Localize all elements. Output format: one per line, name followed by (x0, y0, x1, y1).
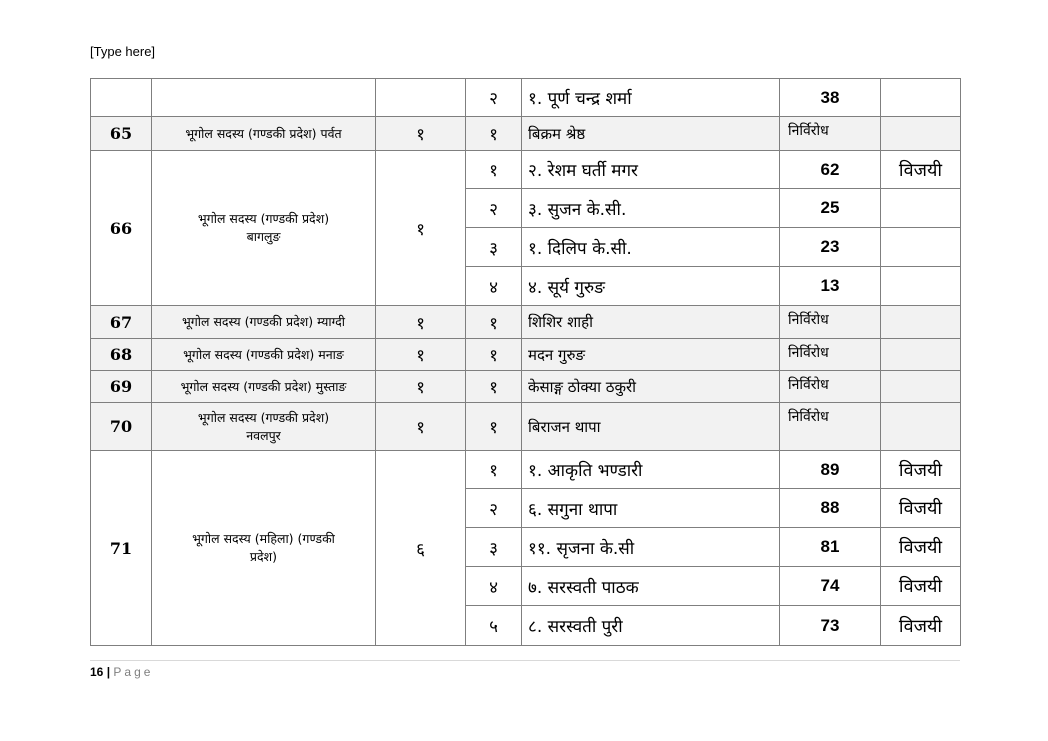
candidate-name: २. रेशम घर्ती मगर (522, 151, 780, 189)
rank-cell: १ (466, 371, 522, 403)
footer-separator: | (106, 665, 111, 679)
winner-label: विजयी (881, 489, 961, 528)
status-cell (881, 79, 961, 117)
page-footer (90, 665, 153, 679)
unopposed-label: निर्विरोध (780, 371, 881, 403)
table-row (91, 151, 961, 189)
election-results-table (90, 78, 961, 646)
winner-label: विजयी (881, 451, 961, 489)
seat-count: १ (376, 151, 466, 306)
candidate-name: शिशिर शाही (522, 306, 780, 339)
vote-count: 62 (780, 151, 881, 189)
rank-cell: ३ (466, 228, 522, 267)
serial-number: 69 (91, 371, 152, 403)
seat-count: १ (376, 306, 466, 339)
vote-count: 13 (780, 267, 881, 306)
candidate-name: १. दिलिप के.सी. (522, 228, 780, 267)
page-label: Page (113, 665, 154, 679)
rank-cell: १ (466, 306, 522, 339)
status-cell (881, 228, 961, 267)
cell-empty (91, 79, 152, 117)
candidate-name: केसाङ्ग ठोक्या ठकुरी (522, 371, 780, 403)
constituency-line-2: बागलुङ (246, 229, 281, 244)
cell-empty (376, 79, 466, 117)
serial-number: 66 (91, 151, 152, 306)
unopposed-label: निर्विरोध (780, 403, 881, 451)
vote-count: 73 (780, 606, 881, 646)
table-row (91, 79, 961, 117)
candidate-name: ३. सुजन के.सी. (522, 189, 780, 228)
candidate-name: १. पूर्ण चन्द्र शर्मा (522, 79, 780, 117)
seat-count: १ (376, 117, 466, 151)
candidate-name: ४. सूर्य गुरुङ (522, 267, 780, 306)
rank-cell: १ (466, 451, 522, 489)
vote-count: 74 (780, 567, 881, 606)
rank-cell: ५ (466, 606, 522, 646)
rank-cell: २ (466, 189, 522, 228)
constituency-name: भूगोल सदस्य (गण्डकी प्रदेश) पर्वत (152, 117, 376, 151)
constituency-name (152, 403, 376, 451)
candidate-name: ७. सरस्वती पाठक (522, 567, 780, 606)
constituency-name (152, 151, 376, 306)
status-cell (881, 267, 961, 306)
table-row (91, 403, 961, 451)
candidate-name: मदन गुरुङ (522, 339, 780, 371)
winner-label: विजयी (881, 528, 961, 567)
rank-cell: २ (466, 79, 522, 117)
constituency-name: भूगोल सदस्य (गण्डकी प्रदेश) म्याग्दी (152, 306, 376, 339)
unopposed-label: निर्विरोध (780, 306, 881, 339)
winner-label: विजयी (881, 567, 961, 606)
rank-cell: १ (466, 403, 522, 451)
status-cell (881, 403, 961, 451)
rank-cell: १ (466, 151, 522, 189)
status-cell (881, 371, 961, 403)
constituency-line-2: प्रदेश) (249, 549, 278, 564)
constituency-line-1: भूगोल सदस्य (महिला) (गण्डकी (192, 531, 335, 546)
winner-label: विजयी (881, 151, 961, 189)
cell-empty (152, 79, 376, 117)
status-cell (881, 189, 961, 228)
constituency-name: भूगोल सदस्य (गण्डकी प्रदेश) मनाङ (152, 339, 376, 371)
serial-number: 68 (91, 339, 152, 371)
candidate-name: बिराजन थापा (522, 403, 780, 451)
table-row (91, 371, 961, 403)
serial-number: 71 (91, 451, 152, 646)
rank-cell: २ (466, 489, 522, 528)
vote-count: 23 (780, 228, 881, 267)
rank-cell: ४ (466, 567, 522, 606)
status-cell (881, 339, 961, 371)
table-row (91, 306, 961, 339)
status-cell (881, 117, 961, 151)
candidate-name: ८. सरस्वती पुरी (522, 606, 780, 646)
footer-divider (90, 660, 960, 661)
status-cell (881, 306, 961, 339)
table-row (91, 117, 961, 151)
constituency-line-1: भूगोल सदस्य (गण्डकी प्रदेश) (197, 211, 330, 226)
rank-cell: ४ (466, 267, 522, 306)
seat-count: ६ (376, 451, 466, 646)
vote-count: 38 (780, 79, 881, 117)
candidate-name: १. आकृति भण्डारी (522, 451, 780, 489)
serial-number: 65 (91, 117, 152, 151)
table-row (91, 339, 961, 371)
unopposed-label: निर्विरोध (780, 117, 881, 151)
candidate-name: ११. सृजना के.सी (522, 528, 780, 567)
candidate-name: ६. सगुना थापा (522, 489, 780, 528)
page-number: 16 (90, 665, 104, 679)
constituency-name (152, 451, 376, 646)
seat-count: १ (376, 403, 466, 451)
rank-cell: ३ (466, 528, 522, 567)
vote-count: 88 (780, 489, 881, 528)
serial-number: 67 (91, 306, 152, 339)
constituency-line-2: नवलपुर (246, 427, 281, 443)
vote-count: 25 (780, 189, 881, 228)
vote-count: 81 (780, 528, 881, 567)
winner-label: विजयी (881, 606, 961, 646)
table-row (91, 451, 961, 489)
candidate-name: बिक्रम श्रेष्ठ (522, 117, 780, 151)
vote-count: 89 (780, 451, 881, 489)
page-header: [Type here] (90, 44, 156, 59)
constituency-line-1: भूगोल सदस्य (गण्डकी प्रदेश) (197, 409, 330, 425)
constituency-name: भूगोल सदस्य (गण्डकी प्रदेश) मुस्ताङ (152, 371, 376, 403)
rank-cell: १ (466, 339, 522, 371)
rank-cell: १ (466, 117, 522, 151)
seat-count: १ (376, 371, 466, 403)
seat-count: १ (376, 339, 466, 371)
serial-number: 70 (91, 403, 152, 451)
unopposed-label: निर्विरोध (780, 339, 881, 371)
